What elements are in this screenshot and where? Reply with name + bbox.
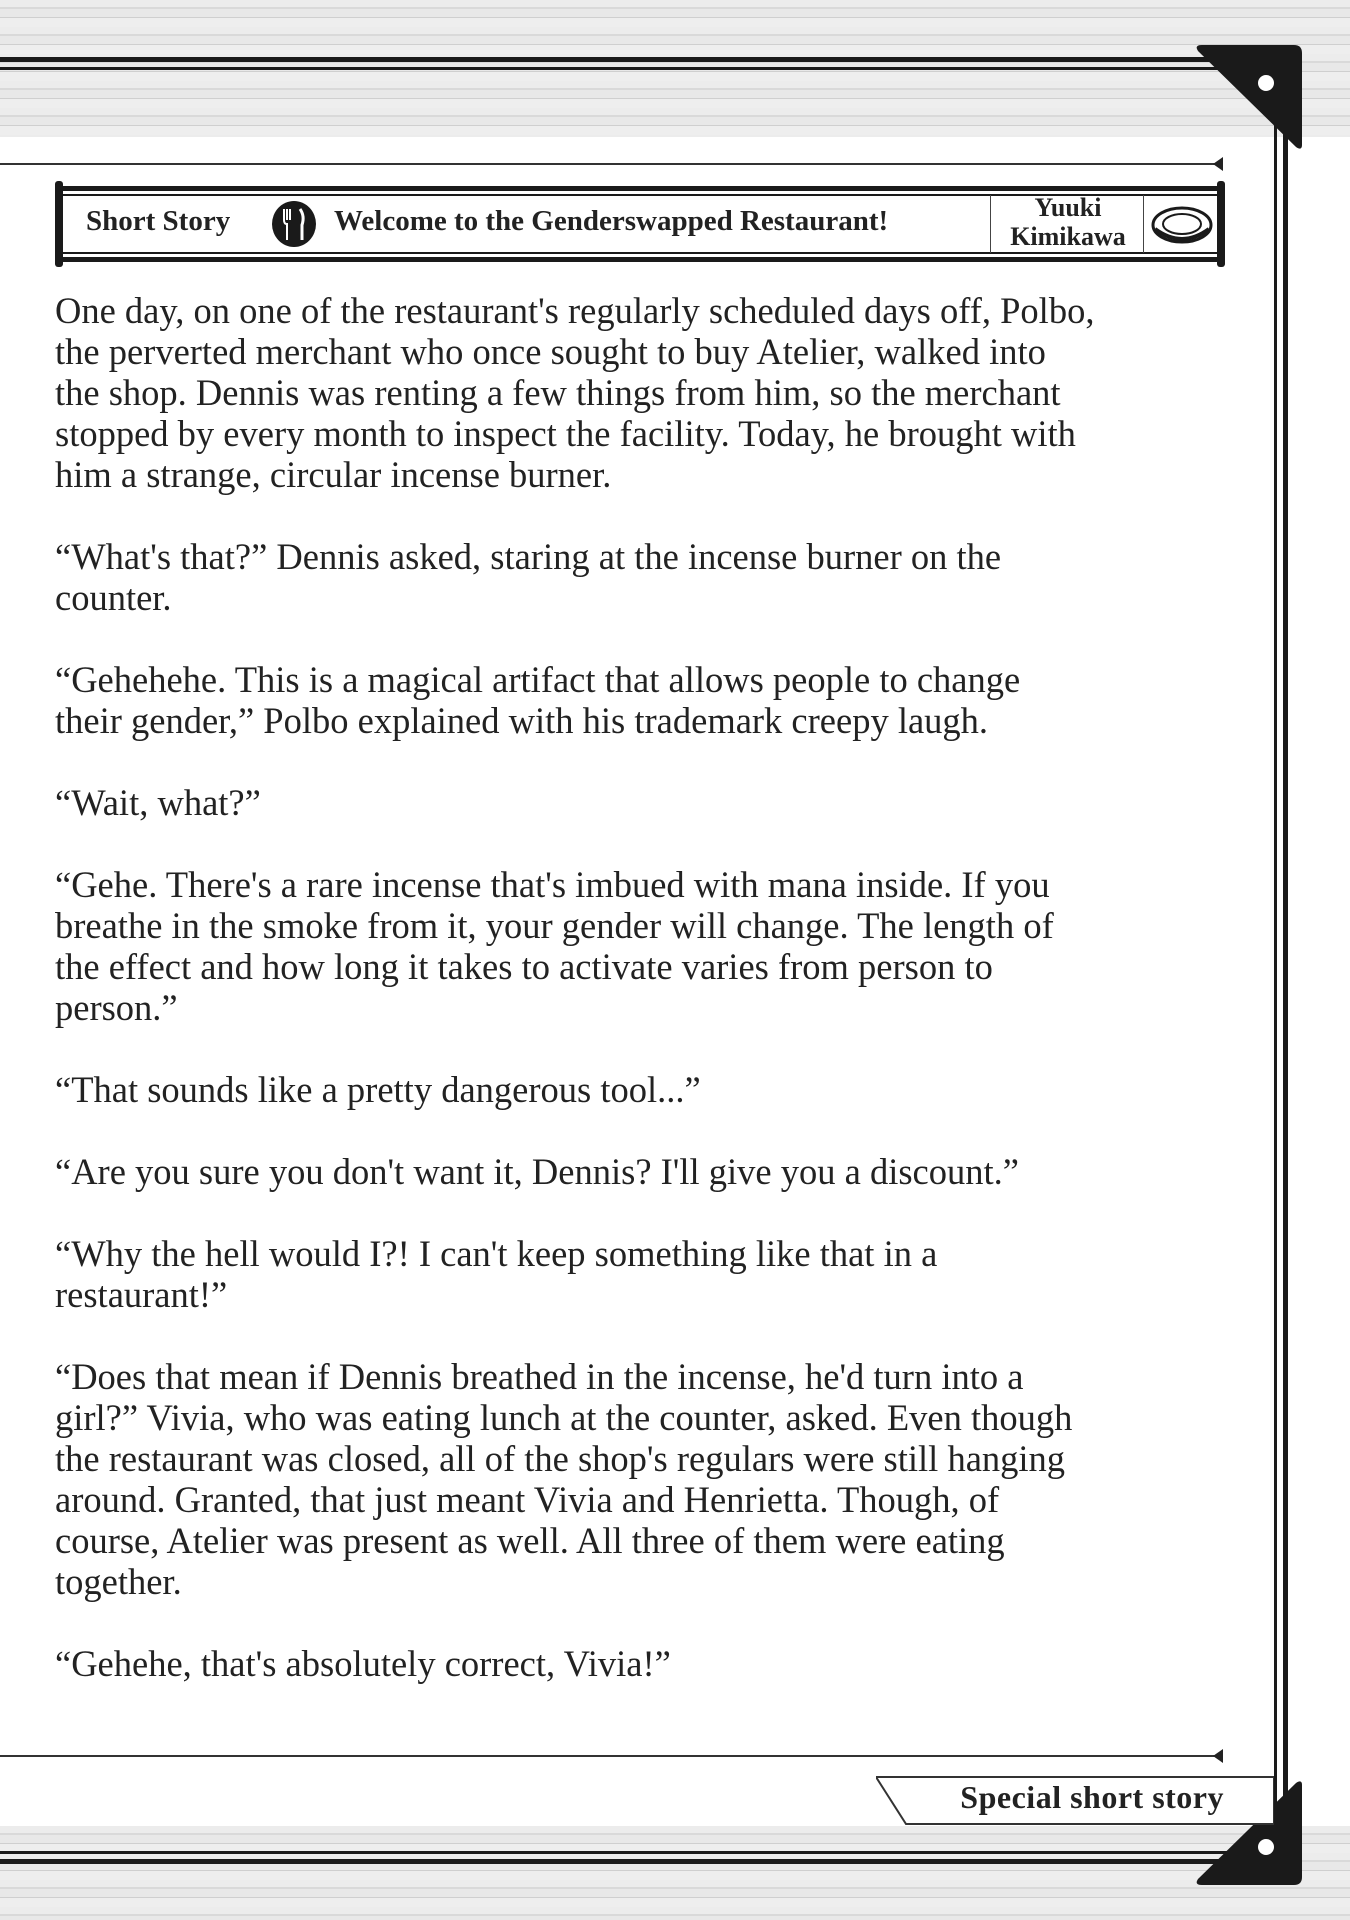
bottom-frame-line-outer xyxy=(0,1859,1240,1864)
text-line: him a strange, circular incense burner. xyxy=(55,454,612,495)
author xyxy=(993,193,1143,251)
story-body xyxy=(55,290,1245,1725)
text-line: “Gehe. There's a rare incense that's imbued with mana inside. If you xyxy=(55,864,1050,905)
story-paragraph xyxy=(55,659,1245,741)
author-first-name: Yuuki xyxy=(1034,193,1102,222)
top-frame-line-outer xyxy=(0,57,1240,62)
text-line: course, Atelier was present as well. All three of them were eating xyxy=(55,1520,1005,1561)
right-margin xyxy=(1288,137,1350,1826)
text-line: “Are you sure you don't want it, Dennis? I'll give you a discount.” xyxy=(55,1151,1019,1192)
text-line: One day, on one of the restaurant's regularly scheduled days off, Polbo, xyxy=(55,290,1095,331)
text-line: restaurant!” xyxy=(55,1274,228,1315)
text-line: “That sounds like a pretty dangerous tool...” xyxy=(55,1069,701,1110)
story-paragraph xyxy=(55,1069,1245,1110)
text-line: the restaurant was closed, all of the shop's regulars were still hanging xyxy=(55,1438,1066,1479)
text-line: “Why the hell would I?! I can't keep something like that in a xyxy=(55,1233,938,1274)
top-frame-line-inner xyxy=(0,67,1240,70)
bottom-frame-line-inner xyxy=(0,1851,1240,1854)
story-paragraph xyxy=(55,536,1245,618)
bottom-wood-border xyxy=(0,1826,1350,1920)
text-line: “Gehehe, that's absolutely correct, Vivia!” xyxy=(55,1643,671,1684)
text-line: breathe in the smoke from it, your gender will change. The length of xyxy=(55,905,1054,946)
text-line: “Gehehehe. This is a magical artifact that allows people to change xyxy=(55,659,1021,700)
story-paragraph xyxy=(55,864,1245,1028)
right-frame-line-inner xyxy=(1274,60,1277,1860)
text-line: counter. xyxy=(55,577,172,618)
story-header xyxy=(55,181,1225,267)
corner-ornament-top-right xyxy=(1194,43,1305,154)
text-line: person.” xyxy=(55,987,178,1028)
text-line: around. Granted, that just meant Vivia and Henrietta. Though, of xyxy=(55,1479,1000,1520)
text-line: the perverted merchant who once sought to buy Atelier, walked into xyxy=(55,331,1046,372)
text-line: stopped by every month to inspect the facility. Today, he brought with xyxy=(55,413,1076,454)
top-divider-line xyxy=(0,163,1221,165)
story-title: Welcome to the Genderswapped Restaurant! xyxy=(334,205,889,237)
text-line: together. xyxy=(55,1561,182,1602)
plate-icon xyxy=(1151,205,1213,245)
footer-label: Special short story xyxy=(960,1779,1224,1815)
story-paragraph xyxy=(55,782,1245,823)
text-line: the effect and how long it takes to activate varies from person to xyxy=(55,946,993,987)
bottom-divider-line xyxy=(0,1755,1221,1757)
text-line: the shop. Dennis was renting a few things from him, so the merchant xyxy=(55,372,1061,413)
story-paragraph xyxy=(55,1643,1245,1684)
text-line: “What's that?” Dennis asked, staring at the incense burner on the xyxy=(55,536,1002,577)
text-line: “Does that mean if Dennis breathed in the incense, he'd turn into a xyxy=(55,1356,1024,1397)
text-line: girl?” Vivia, who was eating lunch at the counter, asked. Even though xyxy=(55,1397,1073,1438)
text-line: their gender,” Polbo explained with his trademark creepy laugh. xyxy=(55,700,989,741)
story-label: Short Story xyxy=(86,205,231,237)
story-paragraph xyxy=(55,1151,1245,1192)
story-paragraph xyxy=(55,1233,1245,1315)
author-last-name: Kimikawa xyxy=(1010,222,1126,251)
fork-knife-icon xyxy=(271,200,317,248)
text-line: “Wait, what?” xyxy=(55,782,261,823)
story-paragraph xyxy=(55,1356,1245,1602)
story-paragraph xyxy=(55,290,1245,495)
